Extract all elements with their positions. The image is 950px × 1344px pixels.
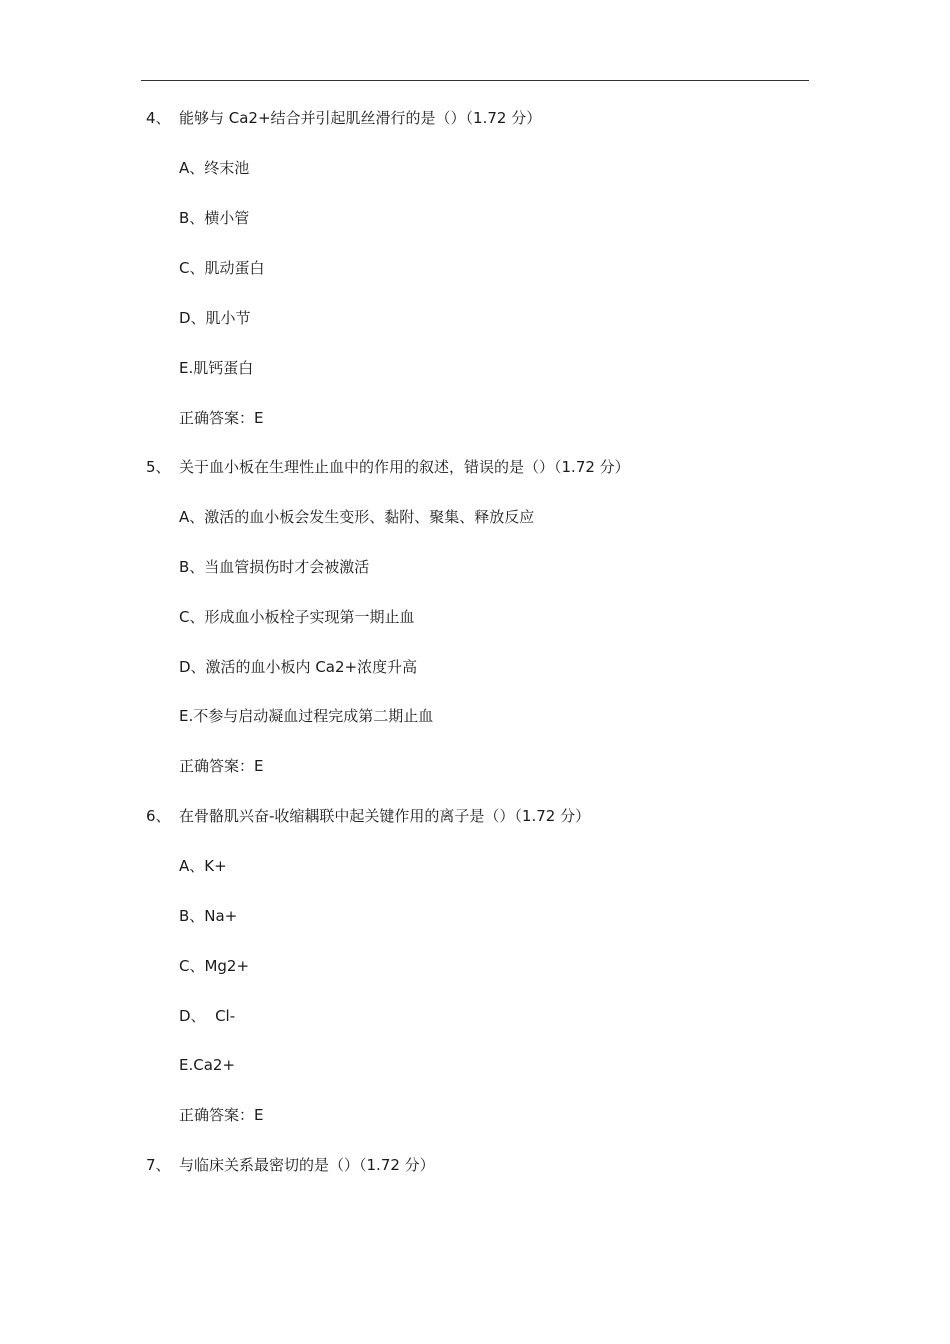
option-d: D、 Cl- — [179, 1007, 236, 1025]
correct-answer: 正确答案：E — [179, 409, 264, 427]
option-c: C、肌动蛋白 — [179, 259, 265, 277]
question-number: 5、 — [146, 458, 171, 476]
correct-answer: 正确答案：E — [179, 757, 264, 775]
question-text: 关于血小板在生理性止血中的作用的叙述，错误的是（）（1.72 分） — [179, 458, 630, 476]
question-text: 能够与 Ca2+结合并引起肌丝滑行的是（）（1.72 分） — [179, 109, 542, 127]
option-c: C、Mg2+ — [179, 957, 250, 975]
option-d: D、肌小节 — [179, 309, 251, 327]
header-rule — [141, 80, 809, 81]
option-d: D、激活的血小板内 Ca2+浓度升高 — [179, 658, 418, 676]
question-number: 6、 — [146, 807, 171, 825]
option-b: B、当血管损伤时才会被激活 — [179, 558, 370, 576]
option-a: A、终末池 — [179, 159, 250, 177]
question-text: 与临床关系最密切的是（）（1.72 分） — [179, 1156, 435, 1174]
option-e: E.肌钙蛋白 — [179, 359, 254, 377]
option-e: E.不参与启动凝血过程完成第二期止血 — [179, 707, 434, 725]
question-text: 在骨骼肌兴奋-收缩耦联中起关键作用的离子是（）（1.72 分） — [179, 807, 591, 825]
correct-answer: 正确答案：E — [179, 1106, 264, 1124]
option-a: A、激活的血小板会发生变形、黏附、聚集、释放反应 — [179, 508, 535, 526]
question-number: 7、 — [146, 1156, 171, 1174]
question-number: 4、 — [146, 109, 171, 127]
option-c: C、形成血小板栓子实现第一期止血 — [179, 608, 415, 626]
option-b: B、横小管 — [179, 209, 250, 227]
option-e: E.Ca2+ — [179, 1056, 236, 1074]
option-a: A、K+ — [179, 857, 227, 875]
option-b: B、Na+ — [179, 907, 238, 925]
